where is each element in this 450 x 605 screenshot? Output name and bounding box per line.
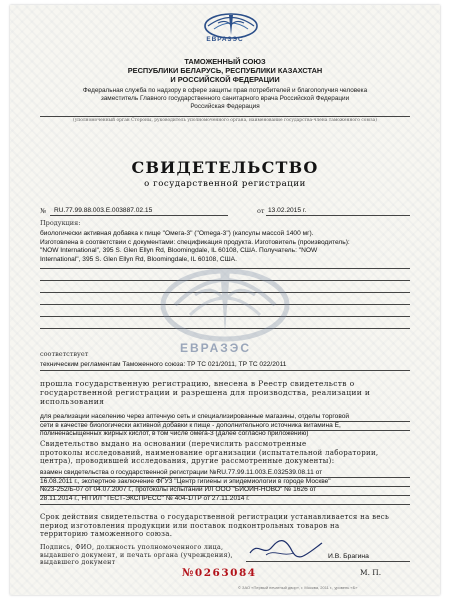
republics-title: РЕСПУБЛИКИ БЕЛАРУСЬ, РЕСПУБЛИКИ КАЗАХСТАН	[127, 66, 323, 75]
details-rule-4	[40, 504, 410, 505]
footer-print: © ЗАО «Первый печатный двор», г. Москва, 2011 г., уровень «Б»	[238, 585, 358, 590]
agency-line-1: Федеральная служба по надзору в сфере защиты прав потребителей и благополучия человека	[82, 87, 368, 94]
usage-line-3: полиненасыщенных жирных кислот, в том числе омега-3 (далее согласно приложению)	[40, 430, 309, 438]
watermark-emblem-icon	[135, 255, 315, 375]
serial-number	[182, 567, 257, 579]
mp-stamp-label: М. П.	[360, 568, 382, 577]
evrazes-logo-icon	[196, 11, 266, 49]
details-rule-3	[40, 495, 410, 496]
basis-detail-3: №23-252/Б-07 от 04.07.2007 г., протоколы испытаний ИЛ ООО "БИОИН-НОВО" № 1626 от	[40, 486, 317, 494]
union-title: ТАМОЖЕННЫЙ СОЮЗ	[184, 57, 266, 66]
validity-line-2: период изготовления продукции или поставок подконтрольных товаров на	[40, 521, 340, 530]
signatory-caption	[40, 544, 260, 567]
certificate-title: СВИДЕТЕЛЬСТВО	[131, 158, 319, 177]
compliance-label: соответствует	[40, 350, 89, 358]
usage-rule-2	[40, 430, 410, 431]
basis-detail-1: взамен свидетельства о государственной регистрации №RU.77.99.11.003.Е.032539.08.11 от	[40, 469, 323, 476]
signature-icon	[246, 537, 326, 559]
basis-line-1: Свидетельство выдано на основании (перечислить рассмотренные	[40, 440, 307, 448]
certificate-subtitle: о государственной регистрации	[144, 179, 306, 189]
basis-detail-4: 28.11.2014 г., НП ИЛ "ТЕСТ-ЭКСПРЕСС" № 404-1/ТР от 27.11.2014 г.	[40, 494, 250, 502]
validity-line-3: территорию таможенного союза.	[40, 530, 173, 539]
passed-registration	[40, 379, 420, 407]
product-line-2: Изготовлена в соответствии с документами: спецификация продукта. Изготовитель (производитель):	[40, 238, 350, 246]
logo-caption: ЕВРАЗЭС	[206, 36, 244, 43]
basis-detail-2: 16.08.2011 г., экспертное заключение ФГУЗ "Центр гигиены и эпидемиологии в городе Москве"	[40, 477, 331, 485]
registration-number: RU.77.99.88.003.Е.003887.02.15	[54, 207, 153, 214]
signature-rule	[246, 561, 410, 562]
validity-line-1: Срок действия свидетельства о государственной регистрации устанавливается на весь	[40, 513, 390, 521]
signatory-name: И.В. Брагина	[328, 553, 369, 560]
basis-line-2: протоколы исследований, наименование организации (испытательной лаборатории,	[40, 448, 379, 457]
registration-date: 13.02.2015 г.	[268, 207, 307, 214]
product-line-1: биологически активная добавка к пище "Омега-3" ("Omega-3") (капсулы массой 1400 мг).	[40, 230, 314, 237]
issued-basis	[40, 440, 420, 466]
authority-underline	[40, 116, 410, 117]
validity-text	[40, 513, 420, 539]
agency-line-3: Российская Федерация	[190, 103, 260, 110]
compliance-rule	[40, 370, 410, 371]
signatory-line-1: Подпись, ФИО, должность уполномоченного лица,	[40, 544, 224, 551]
passed-line-2: государственной регистрации и разрешена для производства, реализации и	[40, 388, 371, 398]
federation-title: И РОССИЙСКОЙ ФЕДЕРАЦИИ	[170, 75, 280, 84]
date-prefix: от	[257, 207, 265, 215]
usage-line-1: для реализации населению через аптечную сеть и специализированные магазины, отделы торговой	[40, 413, 350, 420]
watermark-text: ЕВРАЗЭС	[180, 341, 252, 355]
signatory-line-3: выдавшего документ	[40, 559, 116, 567]
agency-line-2: заместитель Главного государственного санитарного врача Российской Федерации	[100, 95, 350, 102]
product-line-3: "NOW International", 395 S. Glen Ellyn Rd, Bloomingdale, IL 60108, США. Получатель: "NOW	[40, 247, 318, 255]
number-underline	[50, 215, 228, 216]
passed-line-1: прошла государственную регистрацию, внесена в Реестр свидетельств о	[40, 379, 355, 388]
usage-line-2: сети в качестве биологически активной добавки к пище - дополнительного источника витамина Е,	[40, 421, 341, 429]
serial-prefix: №	[182, 567, 195, 579]
date-underline	[266, 215, 410, 216]
basis-line-3: центра), проводившей исследования, другие рассмотренные документы):	[40, 457, 335, 466]
compliance-text: техническим регламентам Таможенного союза: ТР ТС 021/2011, ТР ТС 022/2011	[40, 361, 287, 368]
product-label: Продукция:	[40, 219, 81, 227]
details-rule-2	[40, 486, 410, 487]
number-prefix: №	[40, 207, 47, 215]
product-line-4: International", 395 S. Glen Ellyn Rd, Bloomingdale, IL 60108, США.	[40, 255, 237, 263]
certificate-page	[10, 5, 440, 595]
signatory-line-2: выдавшего документ, и печать органа (учреждения),	[40, 551, 233, 559]
passed-line-3: использования	[40, 397, 105, 407]
details-rule-1	[40, 477, 410, 478]
authority-caption: (уполномоченный орган Стороны, руководитель уполномоченного органа, наименование государства-члена таможенного союза)	[72, 118, 378, 123]
usage-rule-1	[40, 421, 410, 422]
usage-text	[40, 413, 420, 439]
serial-value: 0263084	[194, 567, 257, 579]
